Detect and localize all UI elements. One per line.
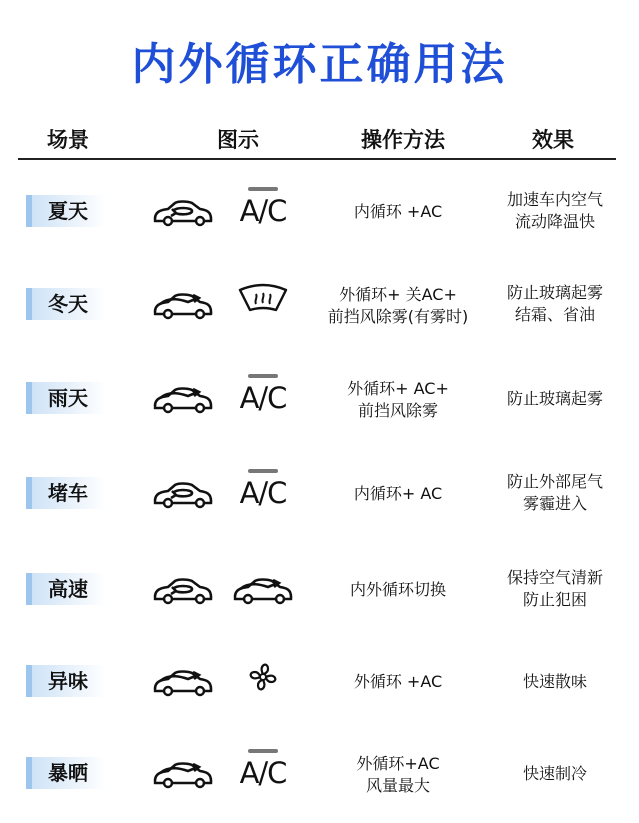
ac-indicator-bar [248,469,278,473]
effect-line: 快速散味 [522,672,587,691]
effect-line: 防止玻璃起雾 [506,389,603,408]
method-line: 外循环+ AC+ [347,379,449,398]
effect-text [480,763,630,785]
scene-label: 高速 [26,573,106,605]
ac-label: A/C [239,381,287,415]
ac-icon [232,187,294,227]
method-line: 内循环+ AC [353,484,443,503]
recirculation-icon [152,575,214,605]
effect-line: 雾霾进入 [522,494,587,513]
effect-text [480,567,630,611]
method-text [318,753,478,797]
page-title: 内外循环正确用法 [131,39,508,90]
scene-label: 雨天 [26,382,106,414]
effect-line: 防止外部尾气 [506,472,603,491]
effect-line: 流动降温快 [514,212,595,231]
front-defrost-icon [232,280,294,320]
effect-line: 结霜、省油 [514,305,595,324]
effect-text [480,471,630,515]
scene-label: 异味 [26,665,106,697]
header-method: 操作方法 [361,128,445,152]
ac-indicator-bar [248,749,278,753]
method-line: 内循环 +AC [353,202,443,221]
recirculation-icon [152,479,214,509]
fresh-air-icon [152,384,214,414]
table-header [18,118,616,160]
fan-icon [232,657,294,697]
method-line: 外循环 +AC [353,672,443,691]
method-text [318,201,478,223]
ac-icon [232,374,294,414]
header-icon: 图示 [217,128,259,152]
scene-label: 夏天 [26,195,106,227]
ac-label: A/C [239,756,287,790]
method-line: 前挡风除雾 [357,401,438,420]
scene-label: 冬天 [26,288,106,320]
ac-label: A/C [239,476,287,510]
method-text [318,284,478,328]
table-row [0,727,639,823]
effect-line: 加速车内空气 [506,190,603,209]
method-line: 风量最大 [365,776,430,795]
table-row [0,258,639,354]
effect-text [480,671,630,693]
recirculation-icon [152,197,214,227]
ac-icon [232,469,294,509]
method-line: 内外循环切换 [349,580,446,599]
fresh-air-icon [232,575,294,615]
effect-text [480,388,630,410]
method-text [318,378,478,422]
scene-label: 堵车 [26,477,106,509]
method-line: 前挡风除雾(有雾时) [327,307,469,326]
table-row [0,543,639,639]
method-text [318,483,478,505]
ac-indicator-bar [248,374,278,378]
header-effect: 效果 [532,128,574,152]
effect-line: 防止玻璃起雾 [506,283,603,302]
fresh-air-icon [152,290,214,320]
effect-line: 快速制冷 [522,764,587,783]
method-text [318,671,478,693]
method-line: 外循环+AC [356,754,440,773]
table-row [0,352,639,448]
scene-label: 暴晒 [26,757,106,789]
ac-label: A/C [239,194,287,228]
fresh-air-icon [152,759,214,789]
effect-text [480,189,630,233]
method-line: 外循环+ 关AC+ [339,285,457,304]
ac-indicator-bar [248,187,278,191]
ac-icon [232,749,294,789]
header-scene: 场景 [47,128,89,152]
method-text [318,579,478,601]
effect-line: 防止犯困 [522,590,587,609]
table-row [0,165,639,261]
effect-line: 保持空气清新 [506,568,603,587]
fresh-air-icon [152,667,214,697]
table-row [0,635,639,731]
effect-text [480,282,630,326]
table-row [0,447,639,543]
